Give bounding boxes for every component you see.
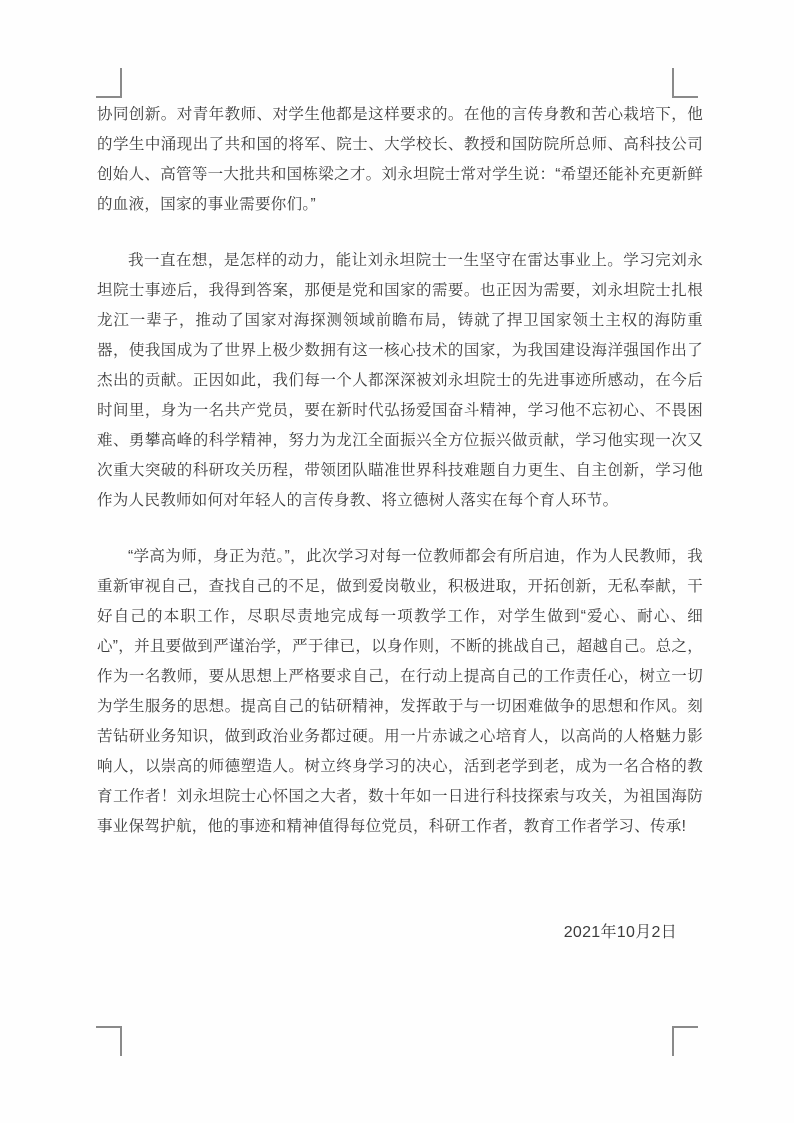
body-paragraph-2: 我一直在想，是怎样的动力，能让刘永坦院士一生坚守在雷达事业上。学习完刘永坦院士事迹后，我得到答案，那便是党和国家的需要。也正因为需要，刘永坦院士扎根龙江一辈子，推动了国家对海探测领域前瞻布局，铸就了捍卫国家领土主权的海防重器，使我国成为了世界上极少数拥有这一核心技术的国家，为我国建设海洋强国作出了杰出的贡献。正因如此，我们每一个人都深深被刘永坦院士的先进事迹所感动，在今后时间里，身为一名共产党员，要在新时代弘扬爱国奋斗精神，学习他不忘初心、不畏困难、勇攀高峰的科学精神，努力为龙江全面振兴全方位振兴做贡献，学习他实现一次又次重大突破的科研攻关历程，带领团队瞄准世界科技难题自力更生、自主创新，学习他作为人民教师如何对年轻人的言传身教、将立德树人落实在每个育人环节。 [97,252,703,509]
text-boundary-mark-bottom-left [96,1026,122,1056]
text-boundary-mark-bottom-right [672,1026,698,1056]
body-paragraph-1: 协同创新。对青年教师、对学生他都是这样要求的。在他的言传身教和苦心栽培下，他的学生中涌现出了共和国的将军、院士、大学校长、教授和国防院所总师、高科技公司创始人、高管等一大批共和国栋梁之才。刘永坦院士常对学生说：“希望还能补充更新鲜的血液，国家的事业需要你们。” [97,106,703,213]
text-boundary-mark-top-left [96,68,122,98]
document-date: 2021年10月2日 [563,924,677,941]
document-body [97,100,703,948]
text-boundary-mark-top-right [672,68,698,98]
body-paragraph-3: “学高为师，身正为范。”，此次学习对每一位教师都会有所启迪，作为人民教师，我重新审视自己，查找自己的不足，做到爱岗敬业，积极进取，开拓创新，无私奉献，干好自己的本职工作，尽职尽责地完成每一项教学工作，对学生做到“爱心、耐心、细心”，并且要做到严谨治学，严于律已，以身作则，不断的挑战自己，超越自己。总之，作为一名教师，要从思想上严格要求自己，在行动上提高自己的工作责任心，树立一切为学生服务的思想。提高自己的钻研精神，发挥敢于与一切困难做争的思想和作风。刻苦钻研业务知识，做到政治业务都过硬。用一片赤诚之心培育人，以高尚的人格魅力影响人，以崇高的师德塑造人。树立终身学习的决心，活到老学到老，成为一名合格的教育工作者！刘永坦院士心怀国之大者，数十年如一日进行科技探索与攻关，为祖国海防事业保驾护航，他的事迹和精神值得每位党员，科研工作者，教育工作者学习、传承! [97,548,703,835]
